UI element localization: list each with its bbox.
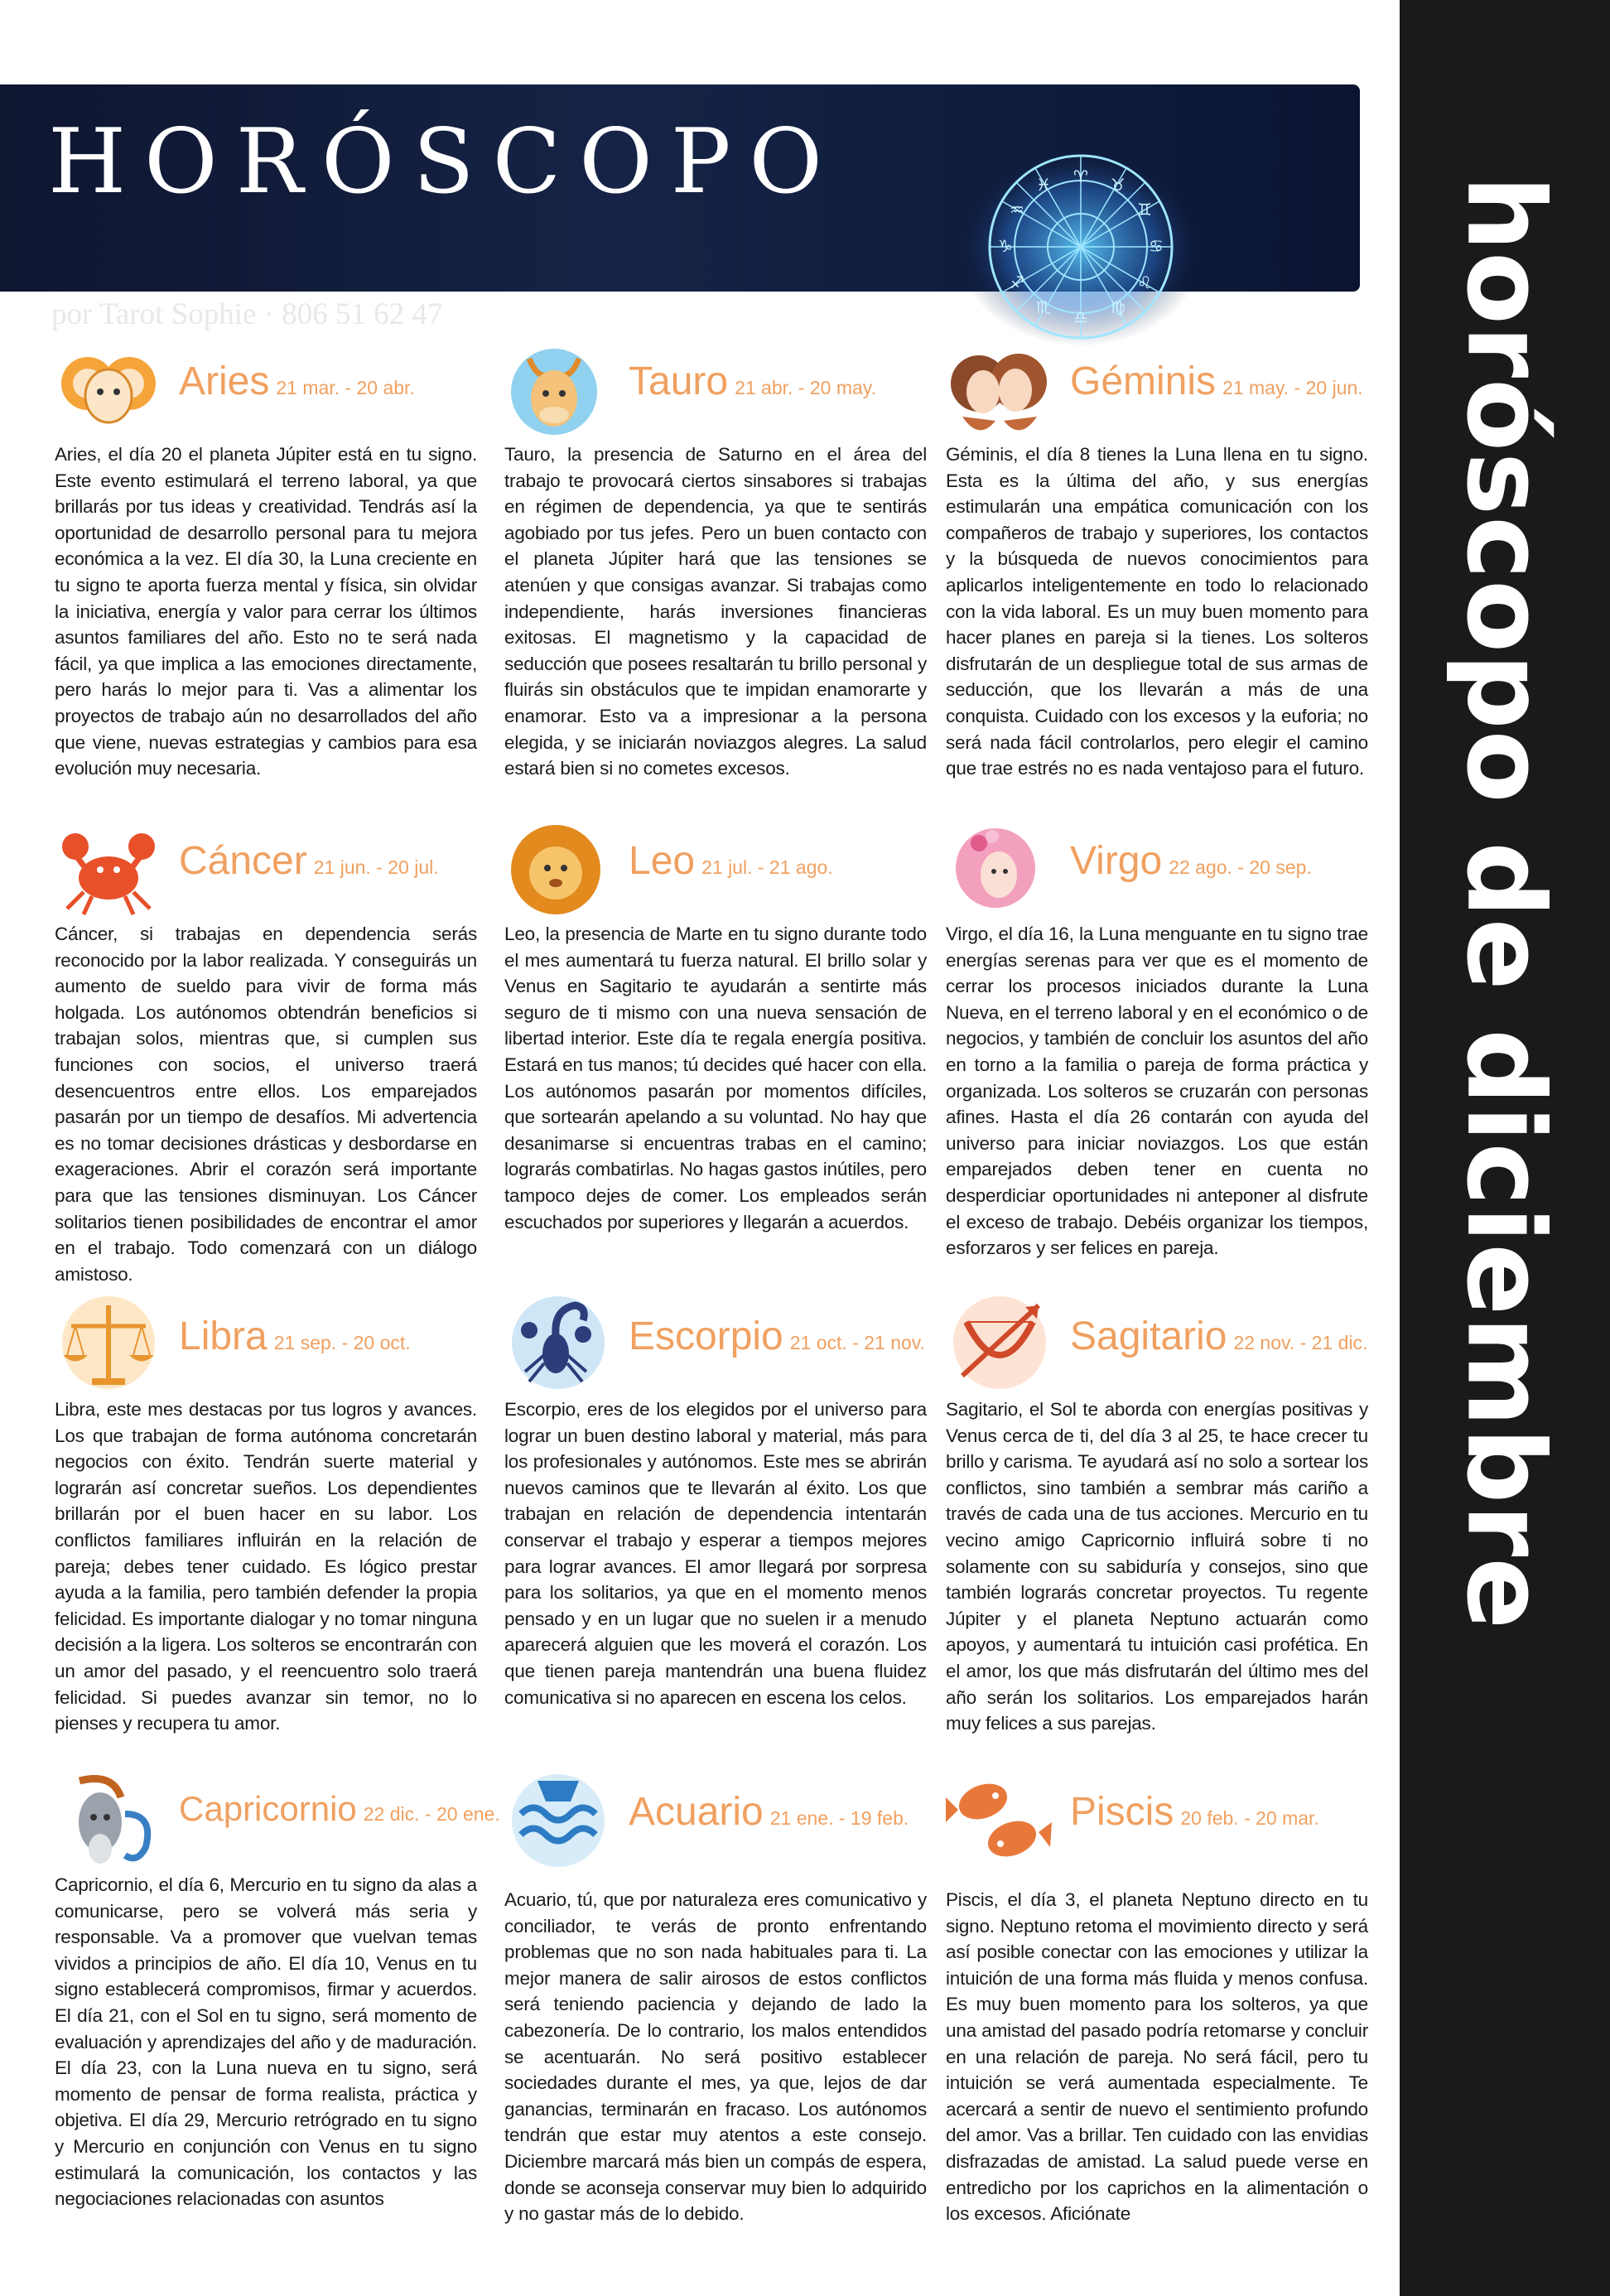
taurus-bull-icon	[504, 334, 612, 441]
sign-dates: 21 oct. - 21 nov.	[789, 1332, 925, 1353]
sign-header	[946, 326, 1368, 441]
svg-text:♒: ♒	[1010, 200, 1024, 219]
sign-sagitario	[946, 1281, 1368, 1737]
sign-piscis	[946, 1756, 1368, 2227]
sign-title	[1070, 359, 1363, 404]
sign-name: Escorpio	[629, 1314, 783, 1358]
sign-title	[629, 1314, 925, 1359]
sign-name: Capricornio	[179, 1789, 357, 1828]
sign-acuario	[504, 1756, 927, 2227]
page-title: HORÓSCOPO	[48, 110, 841, 214]
svg-text:♓: ♓	[1036, 175, 1051, 195]
sign-text: Leo, la presencia de Marte en tu signo durante todo el mes aumentará tu fuerza natural. El brillo solar y Venus en Sagitario te ayudarán a sentirte más seguro de ti mismo con una nueva sensación de libertad interior. Este día te regala energía positiva. Estará en tus manos; tú decides qué hacer con ella. Los autónomos pasarán por momentos difíciles, que sortearán apelando a su voluntad. No hay que desanimarse si encuentras trabas en el camino; lograrás combatirlas. No hagas gastos inútiles, pero tampoco dejes de comer. Los empleados serán escuchados por superiores y llegarán a acuerdos.	[504, 924, 927, 1232]
svg-text:♏: ♏	[1036, 297, 1051, 317]
svg-text:♐: ♐	[1010, 273, 1024, 292]
sign-name: Libra	[179, 1314, 268, 1358]
sign-title	[629, 359, 876, 404]
sign-dates: 21 sep. - 20 oct.	[273, 1332, 411, 1353]
sign-title	[629, 1789, 909, 1835]
sign-dates: 21 ene. - 19 feb.	[769, 1807, 909, 1829]
gemini-twins-icon	[946, 334, 1053, 441]
sign-cancer	[55, 805, 477, 1287]
sign-dates: 21 jul. - 21 ago.	[701, 856, 833, 878]
sign-text: Capricornio, el día 6, Mercurio en tu signo da alas a comunicarse, pero se volverá más seria y responsable. Va a promover que vuelvan temas vividos a principios de año. El día 10, Venus en tu signo establecerá compromisos, firmar y acuerdos. El día 21, con el Sol en tu signo, será momento de evaluación y aprendizajes del año y de maduración. El día 23, con la Luna nueva en tu signo, será momento de pensar de forma realista, práctica y objetiva. El día 29, Mercurio retrógrado en tu signo y Mercurio en conjunción con Venus en tu signo estimulará la comunicación, los contactos y las negociaciones relacionadas con asuntos	[55, 1874, 477, 2210]
aquarius-water-icon	[504, 1764, 612, 1872]
sign-name: Cáncer	[179, 839, 307, 883]
virgo-maiden-icon	[946, 813, 1053, 921]
sign-name: Piscis	[1070, 1790, 1174, 1834]
sign-name: Géminis	[1070, 359, 1217, 403]
cancer-crab-icon	[55, 813, 162, 921]
sign-geminis	[946, 326, 1368, 782]
header-banner	[0, 84, 1360, 331]
sagittarius-archer-icon	[946, 1289, 1053, 1396]
aries-ram-icon	[55, 334, 162, 441]
sign-virgo	[946, 805, 1368, 1261]
sign-header	[504, 1281, 927, 1396]
svg-text:♈: ♈	[1073, 166, 1088, 186]
sign-dates: 21 mar. - 20 abr.	[276, 377, 415, 398]
sign-libra	[55, 1281, 477, 1737]
sign-text: Cáncer, si trabajas en dependencia serás reconocido por la labor realizada. Y conseguirás un aumento de sueldo para vivir de forma más holgada. Los autónomos obtendrán beneficios si trabajan solos, mientras que, si cumplen sus funciones con socios, el universo traerá desencuentros entre ellos. Los emparejados pasarán por un tiempo de desafíos. Mi advertencia es no tomar decisiones drásticas y desbordarse en exageraciones. Abrir el corazón será importante para que las tensiones disminuyan. Los Cáncer solitarios tienen posibilidades de encontrar el amor en el trabajo. Todo comenzará con un diálogo amistoso.	[55, 924, 477, 1285]
pisces-fish-icon	[946, 1764, 1053, 1872]
libra-scales-icon	[55, 1289, 162, 1396]
sign-title	[1070, 838, 1312, 884]
sign-text: Aries, el día 20 el planeta Júpiter está en tu signo. Este evento estimulará el terreno laboral, ya que brillarás por tus ideas y creatividad. Tendrás así la oportunidad de desarrollo personal para tu mejora económica a la vez. El día 30, la Luna creciente en tu signo te aporta fuerza mental y física, sin olvidar la iniciativa, energía y valor para cerrar los últimos asuntos familiares del año. Esto no te será nada fácil, ya que implica a las emociones directamente, pero harás lo mejor para ti. Vas a alimentar los proyectos de trabajo aún no desarrollados del año que viene, nuevas estrategias y cambios para esa evolución muy necesaria.	[55, 444, 477, 779]
svg-text:♌: ♌	[1137, 273, 1152, 292]
scorpio-scorpion-icon	[504, 1289, 612, 1396]
svg-text:♑: ♑	[998, 236, 1013, 256]
sign-dates: 22 dic. - 20 ene.	[363, 1803, 500, 1825]
sign-title	[179, 359, 415, 404]
sign-text: Géminis, el día 8 tienes la Luna llena en tu signo. Esta es la última del año, y sus energías estimularán una empática comunicación con los compañeros de trabajo y superiores, los contactos y la búsqueda de nuevos conocimientos para aplicarlos inteligentemente en todo lo relacionado con la vida laboral. Es un muy buen momento para hacer planes en pareja si la tienes. Los solteros disfrutarán de un despliegue total de sus armas de seducción, que los llevarán a más de una conquista. Cuidado con los excesos y la euforia; no será nada fácil controlarlos, pero elegir el camino que trae estrés no es nada ventajoso para el futuro.	[946, 444, 1368, 779]
sign-text: Piscis, el día 3, el planeta Neptuno directo en tu signo. Neptuno retoma el movimiento directo y será así posible conectar con las emociones y utilizar la intuición de una forma más fluida y menos confusa. Es muy buen momento para los solteros, ya que una amistad del pasado podría retomarse y concluir en una relación de pareja. No será fácil, pero tu intuición se verá aumentada especialmente. Te acercará a sentir de nuevo el sentimiento profundo del amor. Vas a brillar. Ten cuidado con las envidias disfrazadas de amistad. La salud puede verse en entredicho por los caprichos en la alimentación o los excesos. Aficiónate	[946, 1889, 1368, 2225]
sign-title	[1070, 1789, 1319, 1835]
sign-title	[1070, 1314, 1367, 1359]
sign-header	[504, 805, 927, 921]
svg-text:♉: ♉	[1111, 175, 1126, 195]
sign-name: Tauro	[629, 359, 729, 403]
sign-text: Escorpio, eres de los elegidos por el universo para lograr un buen destino laboral y material, más para los profesionales y autónomos. Este mes se abrirán nuevos caminos que te llevarán al éxito. Los que trabajan en relación de dependencia intentarán conservar el trabajo y esperar a tiempos mejores para lograr avances. El amor llegará por sorpresa para los solitarios, ya que en el momento menos pensado y en un lugar que no suelen ir a menudo aparecerá alguien que les moverá el corazón. Los que tienen pareja mantendrán una buena fluidez comunicativa si no aparecen en escena los celos.	[504, 1399, 927, 1708]
sign-header	[504, 1756, 927, 1872]
sign-header	[55, 1756, 500, 1872]
sign-dates: 21 may. - 20 jun.	[1222, 377, 1363, 398]
sign-text: Sagitario, el Sol te aborda con energías positivas y Venus cerca de ti, del día 3 al 25, te hace crecer tu brillo y carisma. Te ayudará así no solo a sortear los conflictos, sino también a sembrar más cariño a través de cada una de tus acciones. Mercurio en tu vecino amigo Capricornio influirá sobre ti no solamente con su sabiduría y consejos, sino que también lograrás concretar proyectos. Tu regente Júpiter y el planeta Neptuno actuarán como apoyos, y aumentará tu intuición casi profética. En el amor, los que más disfrutarán del último mes del año serán los solitarios. Los emparejados harán muy felices a sus parejas.	[946, 1399, 1368, 1734]
sign-text: Acuario, tú, que por naturaleza eres comunicativo y conciliador, te verás de pronto enfrentando problemas que no son nada habituales para ti. La mejor manera de salir airosos de estos conflictos será teniendo paciencia y dejando de lado la cabezonería. De lo contrario, los malos entendidos se acentuarán. No será positivo establecer sociedades durante el mes, ya que, lejos de dar ganancias, terminarán en fracaso. Los autónomos tendrán que estar muy atentos a este consejo. Diciembre marcará más bien un compás de espera, donde se aconseja conservar muy bien lo adquirido y no gastar más de lo debido.	[504, 1889, 927, 2225]
sign-title	[629, 838, 833, 884]
page-subtitle: por Tarot Sophie · 806 51 62 47	[51, 297, 443, 331]
svg-text:♍: ♍	[1111, 297, 1126, 317]
svg-text:♋: ♋	[1149, 236, 1164, 256]
sign-name: Sagitario	[1070, 1314, 1227, 1358]
sign-header	[504, 326, 927, 441]
sign-name: Acuario	[629, 1790, 764, 1834]
sign-title	[179, 1789, 500, 1829]
sign-tauro	[504, 326, 927, 782]
sign-text: Tauro, la presencia de Saturno en el área del trabajo te provocará ciertos sinsabores si trabajas en régimen de dependencia, ya que te sentirás agobiado por tus jefes. Pero un buen contacto con el planeta Júpiter hará que las tensiones se atenúen y que consigas avanzar. Si trabajas como independiente, harás inversiones financieras exitosas. El magnetismo y la capacidad de seducción que posees resaltarán tu brillo personal y fluirás sin obstáculos que te impidan enamorarte y enamorar. Esto va a impresionar a la persona elegida, y se iniciarán noviazgos alegres. La salud estará bien si no cometes excesos.	[504, 444, 927, 779]
leo-lion-icon	[504, 813, 612, 921]
sign-name: Virgo	[1070, 839, 1163, 883]
svg-text:♊: ♊	[1137, 200, 1152, 219]
sign-dates: 20 feb. - 20 mar.	[1180, 1807, 1319, 1829]
sign-aries	[55, 326, 477, 782]
sign-text: Libra, este mes destacas por tus logros y avances. Los que trabajan de forma autónoma concretarán negocios con éxito. Tendrán suerte material y lograrán así concretar sueños. Los dependientes brillarán por el buen hacer en su labor. Los conflictos familiares influirán en la relación de pareja; debes tener cuidado. Es lógico prestar ayuda a la familia, pero también defender la propia felicidad. Es importante dialogar y no tomar ninguna decisión a la ligera. Los solteros se encontrarán con un amor del pasado, y el reencuentro solo traerá felicidad. Si puedes avanzar sin temor, no lo pienses y recupera tu amor.	[55, 1399, 477, 1734]
sign-header	[946, 1281, 1368, 1396]
sign-header	[946, 1756, 1368, 1872]
sign-name: Aries	[179, 359, 270, 403]
sign-header	[55, 805, 477, 921]
capricorn-goat-icon	[55, 1764, 162, 1872]
sign-header	[55, 326, 477, 441]
sign-header	[946, 805, 1368, 921]
sign-header	[55, 1281, 477, 1396]
svg-text:♎: ♎	[1073, 307, 1088, 327]
sign-dates: 22 ago. - 20 sep.	[1169, 856, 1312, 878]
sign-title	[179, 1314, 411, 1359]
sign-dates: 21 jun. - 20 jul.	[313, 856, 439, 878]
sign-dates: 21 abr. - 20 may.	[735, 377, 876, 398]
sign-dates: 22 nov. - 21 dic.	[1233, 1332, 1368, 1353]
sign-title	[179, 838, 439, 884]
sign-name: Leo	[629, 839, 696, 883]
sign-escorpio	[504, 1281, 927, 1710]
sign-capricornio	[55, 1756, 500, 2212]
sign-leo	[504, 805, 927, 1235]
side-bar	[1400, 0, 1610, 2296]
side-title: horóscopo de diciembre	[1443, 175, 1567, 1631]
sign-text: Virgo, el día 16, la Luna menguante en tu signo trae energías serenas para ver que es el momento de cerrar los procesos iniciados durante la Luna Nueva, en el terreno laboral y en el económico o de negocios, y también de concluir los asuntos del año en torno a la familia o pareja de forma práctica y organizada. Los solteros se cruzarán con personas afines. Hasta el día 26 contarán con ayuda del universo para iniciar noviazgos. Los que están emparejados deben tener en cuenta no desperdiciar oportunidades ni anteponer al disfrute el exceso de trabajo. Debéis organizar los tiempos, esforzaros y ser felices en pareja.	[946, 924, 1368, 1259]
